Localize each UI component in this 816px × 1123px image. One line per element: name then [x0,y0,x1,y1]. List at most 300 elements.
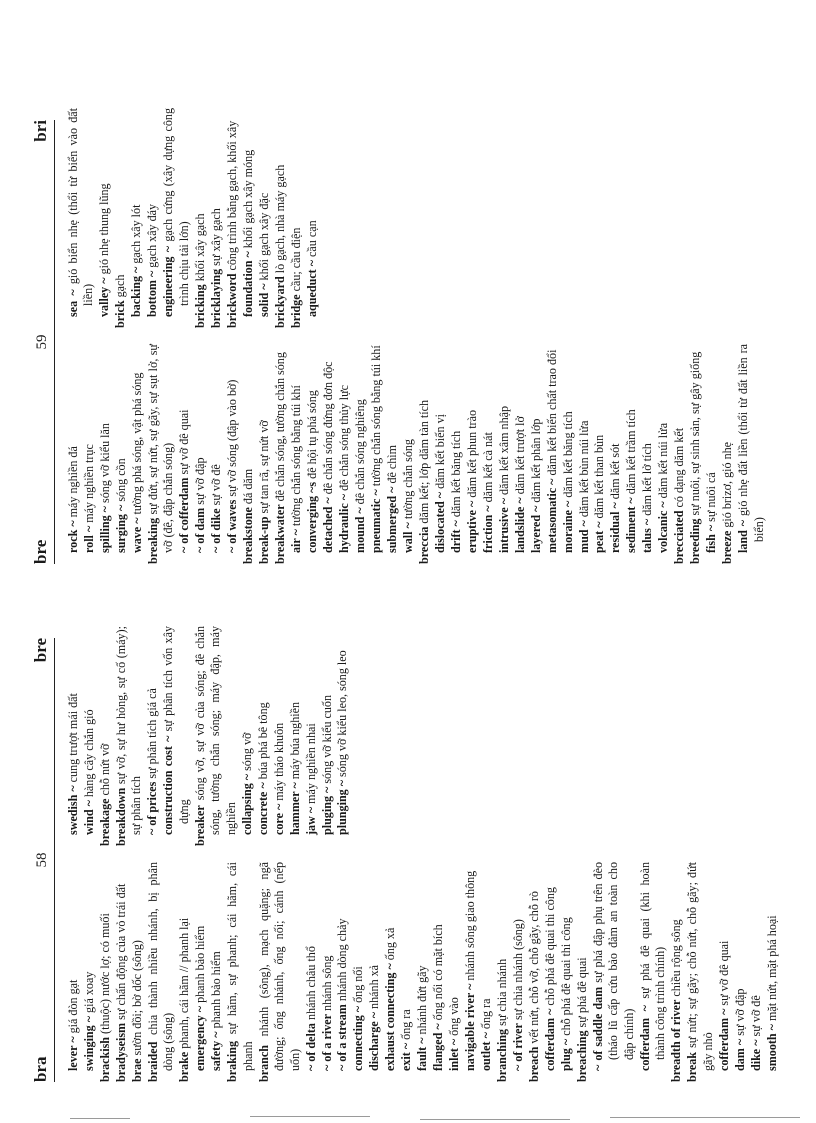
dictionary-entry [529,344,544,564]
entry-definition: sự chấn động của vỏ trái đất [113,883,128,1023]
dictionary-entry [304,862,319,1082]
entry-headword: ~ of dike [209,508,224,553]
entry-headword: inlet ~ [447,1038,462,1071]
dictionary-entry [98,344,113,564]
entry-headword: connecting ~ [351,1005,366,1071]
entry-headword: swedish ~ [66,785,80,835]
dictionary-entry [257,344,272,564]
entry-definition: nhánh (sông), mạch quặng; ngã đường; ống nhánh, ống nối; cánh (nếp uốn) [256,862,302,1071]
dictionary-entry [685,862,716,1082]
entry-headword: cofferdam ~ [716,1008,731,1071]
dictionary-entry [177,862,192,1082]
entry-headword: ~ of prices [145,781,160,835]
dictionary-entry [351,862,366,1082]
entry-definition: chỗ phá đê quai thi công [559,917,574,1039]
entry-headword: safety ~ [209,1031,224,1071]
entry-headword: bricking [192,284,207,328]
entry-headword: outlet ~ [479,1032,494,1071]
page-number: 58 [34,852,50,868]
entry-definition: sự vỡ, sự hư hỏng, sự cố (máy); sự phân tích [113,626,144,835]
dictionary-entry [656,344,671,564]
dictionary-entry [193,108,208,328]
entry-definition: đê chắn sóng thủy lực [336,384,351,494]
entry-headword: bricklaying [208,268,223,328]
entry-definition: gạch cứng (xây dựng công trình chịu tải lớn) [161,107,191,306]
entry-definition: sự vỡ đê [748,995,763,1040]
entry-definition: tường phá sóng, vật phá sóng [129,372,144,518]
entry-headword: ~ of saddle dam [590,986,605,1071]
dictionary-entry [591,862,637,1082]
entry-definition: máy búa nghiền [287,701,302,783]
entry-definition: mặt nứt, mặt phá hoại [764,915,779,1025]
dictionary-entry [399,862,414,1082]
entry-headword: cofferdam ~ [543,1008,558,1071]
entry-definition: dăm kết phân lớp [528,418,543,506]
entry-definition: giá đòn gạt [66,979,80,1037]
entry-definition: gió nhẹ đất liền (thổi từ đất liền ra biển) [736,344,766,542]
entry-definition: nhánh sông giao thông [463,870,478,984]
entry-headword: breaching [575,1030,589,1082]
entry-headword: land ~ [736,519,751,553]
dictionary-entry [736,344,767,564]
entry-headword: breeding [688,518,703,564]
entry-headword: breaker [192,805,207,846]
dictionary-entry [288,626,303,846]
dictionary-entry [225,108,240,328]
entry-definition: gió biển nhẹ (thổi từ biển vào đất liền) [66,108,96,306]
entry-definition: khối gạch xây đặc [256,192,271,284]
entry-headword: navigable river ~ [463,983,478,1071]
dictionary-entry [704,344,719,564]
entry-definition: phanh, cái hãm // phanh lại [177,917,192,1052]
entry-definition: nhánh xả [367,964,382,1012]
guide-word-first: bre [31,539,50,564]
entry-definition: dăm kết phun trào [464,410,479,501]
dictionary-entry [145,108,160,328]
dictionary-entry [289,108,304,328]
dictionary-entry [479,862,494,1082]
dictionary-entry [66,862,81,1082]
entry-headword: residual ~ [608,502,623,553]
entry-definition: sóng vỡ kiểu cuốn [319,694,334,787]
entry-headword: friction ~ [480,505,495,553]
entry-headword: break-up [257,516,272,564]
entry-definition: dăm kết sót [608,443,623,503]
dictionary-entry [257,862,303,1082]
entry-definition: dăm kết than bùn [592,434,607,522]
entry-definition: sự đứt, sự nứt, sự gãy, sự sụt lở, sự vỡ (đê, đập chắn sóng) [145,344,176,553]
entry-definition: dăm kết biến vị [432,414,447,492]
entry-definition: lò gạch, nhà máy gạch [272,164,287,277]
entry-headword: bradyseism [113,1022,128,1082]
dictionary-entry [669,862,684,1082]
entry-definition: cầu cạn [304,220,319,260]
dictionary-entry [193,344,208,564]
dictionary-entry [161,108,192,328]
entry-headword: collapsing ~ [239,773,254,835]
dictionary-entry [146,344,177,564]
dictionary-entry [145,626,160,846]
dictionary-entry [513,344,528,564]
entry-headword: foundation ~ [240,251,255,317]
dictionary-entry [624,344,639,564]
dictionary-entry [447,862,462,1082]
entry-definition: sự vỡ sóng (đập vào bờ) [225,379,240,500]
left-page-entries [66,626,794,1082]
entry-definition: công trình bằng gạch, khối xây [224,120,239,274]
entry-definition: sóng vỡ [239,732,254,774]
entry-headword: dike ~ [748,1039,763,1071]
entry-headword: valley ~ [97,277,112,317]
entry-definition: sự nứt; sự gãy; chỗ nứt, chỗ gãy; đứt gãy nhỏ [685,862,715,1071]
entry-headword: cofferdam ~ [637,1005,652,1071]
dictionary-entry [592,344,607,564]
dictionary-entry [527,862,542,1082]
entry-headword: rock ~ [66,520,80,553]
dictionary-entry [82,626,97,846]
dictionary-entry [543,862,558,1082]
entry-definition: dăm kết cà nát [480,432,495,506]
dictionary-entry [577,344,592,564]
dictionary-entry [481,344,496,564]
entry-headword: smooth ~ [764,1024,779,1071]
entry-definition: sóng vỡ kiểu leo, sóng leo [335,650,350,780]
dictionary-entry [385,344,400,564]
entry-headword: breccia [416,526,431,564]
entry-definition: sự vỡ đê quai [716,940,731,1009]
entry-definition: ống vào [447,997,462,1039]
dictionary-entry [272,626,287,846]
dictionary-entry [369,344,384,564]
entry-headword: ~ of river [511,1023,526,1071]
entry-headword: surging ~ [113,504,128,553]
entry-headword: converging ~s [305,481,320,553]
entry-definition: đê chắn sóng, tường chắn sóng [273,352,288,505]
dictionary-entry [177,344,192,564]
dictionary-entry [241,108,256,328]
entry-definition: sự vỡ đập [732,988,747,1039]
entry-definition: búa phá bê tông [255,702,270,783]
dictionary-entry [225,862,256,1082]
entry-definition: tường chắn sóng bằng túi khí [289,385,304,530]
entry-definition: đê hội tụ phá sóng [305,390,320,482]
entry-definition: giá xoay [81,971,96,1016]
entry-headword: pneumatic ~ [368,489,383,553]
entry-definition: tường chắn sóng [400,439,415,523]
page-number: 59 [34,334,50,350]
dictionary-entry [608,344,623,564]
dictionary-entry [575,862,590,1082]
entry-definition: sự phân tích vốn xây dựng [161,625,191,824]
dictionary-entry [209,108,224,328]
entry-headword: flanged ~ [431,1023,446,1071]
dictionary-entry [304,626,319,846]
right-running-head [28,120,55,564]
entry-definition: dăm kết biến chất trao đổi [544,349,559,479]
entry-definition: dăm kết trầm tích [624,409,639,498]
entry-headword: brick [113,300,128,328]
entry-headword: ~ of delta [303,1023,318,1071]
entry-headword: brae [129,1058,144,1082]
dictionary-entry [161,626,192,846]
dictionary-entry [320,862,335,1082]
dictionary-entry [114,862,129,1082]
entry-headword: backing ~ [129,266,144,317]
entry-headword: wind ~ [81,800,96,835]
entry-definition: đê chắn sóng nghiêng [352,399,367,508]
entry-headword: core ~ [271,803,286,835]
entry-headword: wave ~ [129,517,144,553]
entry-headword: mud ~ [576,520,591,553]
entry-headword: eruptive ~ [464,500,479,553]
dictionary-spread [8,0,816,1104]
entry-definition: sóng cồn [113,458,128,505]
dictionary-entry [495,862,510,1082]
entry-headword: solid ~ [256,283,271,317]
entry-headword: braided [145,1041,160,1082]
dictionary-entry [433,344,448,564]
entry-headword: hammer ~ [287,782,302,835]
dictionary-entry [431,862,446,1082]
dictionary-entry [335,626,350,846]
dictionary-entry [305,344,320,564]
entry-headword: ~ of waves [225,499,240,553]
entry-definition: ống xả [383,927,398,964]
dictionary-entry [114,344,129,564]
entry-definition: đê chìm [384,444,399,487]
dictionary-entry [511,862,526,1082]
entry-definition: gạch xây lót [129,204,144,267]
entry-definition: dăm kết núi lửa [656,422,671,502]
entry-headword: brecciated [672,510,687,564]
entry-definition: sự vỡ đê [209,464,224,509]
entry-definition: sự vỡ đê quai [177,409,192,478]
entry-definition: cung trượt mái đất [66,693,80,786]
entry-headword: breakstone [241,507,256,564]
entry-headword: breaking [145,517,160,564]
dictionary-entry [130,862,145,1082]
entry-definition: tường chắn sóng bằng túi khí [368,345,383,490]
entry-definition: cầu; cầu điện [288,227,303,295]
dictionary-entry [66,344,81,564]
entry-headword: detached ~ [321,497,335,553]
entry-definition: gió brizơ, gió nhẹ [720,441,735,531]
dictionary-entry [720,344,735,564]
right-page [16,98,804,586]
dictionary-entry [672,344,687,564]
entry-definition: sự chia nhánh [495,958,510,1029]
entry-headword: dam ~ [732,1038,747,1071]
dictionary-entry [225,344,240,564]
entry-headword: emergency ~ [193,1005,208,1071]
entry-definition: nhánh dòng chảy [335,918,350,1005]
entry-headword: plunging ~ [335,779,350,835]
dictionary-entry [129,108,144,328]
dictionary-entry [383,862,398,1082]
entry-headword: brackish [97,1036,112,1082]
entry-definition: ống nối có mặt bích [431,924,446,1024]
entry-headword: moraine ~ [560,500,575,553]
dictionary-entry [257,108,272,328]
entry-definition: sự hãm, sự phanh; cái hãm, cái phanh [225,862,255,1071]
entry-headword: spilling ~ [97,506,112,553]
dictionary-entry [545,344,560,564]
entry-headword: mound ~ [352,507,367,553]
entry-definition: gạch xây đáy [145,203,160,271]
entry-definition: dăm kết băng tích [448,430,463,521]
right-page-entries [66,108,794,564]
dictionary-entry [98,626,113,846]
dictionary-entry [559,862,574,1082]
entry-definition: dăm kết lở tích [640,443,655,519]
entry-headword: aqueduct ~ [304,259,319,317]
entry-headword: break [685,1051,700,1082]
entry-definition: đê chắn sóng đứng đơn độc [321,361,335,498]
entry-headword: air ~ [289,529,304,553]
entry-headword: fault ~ [415,1037,430,1071]
dictionary-entry [415,862,430,1082]
dictionary-entry [97,108,112,328]
dictionary-entry [497,344,512,564]
entry-headword: brickyard [272,276,287,328]
entry-definition: chỗ phá đê quai thi công [543,887,558,1009]
entry-headword: braking [225,1041,240,1082]
dictionary-entry [640,344,655,564]
entry-headword: talus ~ [640,518,655,553]
dictionary-entry [193,626,239,846]
dictionary-entry [305,108,320,328]
entry-headword: intrusive ~ [496,497,511,553]
entry-definition: chiều rộng sông [669,919,684,1000]
entry-definition: sự phá đập phụ trên đèo (tháo lũ cấp cứu bảo đảm an toàn cho đập chính) [590,862,636,1060]
dictionary-entry [733,862,748,1082]
dictionary-entry [146,862,177,1082]
entry-definition: phanh bảo hiểm [193,925,208,1006]
entry-definition: khối gạch xây móng [240,149,255,252]
guide-word-last: bri [31,120,50,142]
dictionary-entry [417,344,432,564]
entry-headword: construction cost ~ [161,735,176,835]
entry-definition: hàng cây chắn gió [81,709,96,801]
entry-definition: sự phân tích giá cả [145,688,160,782]
entry-headword: volcanic ~ [656,501,671,553]
dictionary-entry [688,344,703,564]
entry-headword: ~ of a river [319,1014,334,1071]
entry-definition: đá dăm [241,468,256,508]
entry-definition: sóng vỡ kiểu lăn [97,423,112,507]
entry-headword: hydraulic ~ [336,493,351,553]
left-running-head [28,638,55,1082]
entry-definition: sự xây gạch [208,208,223,269]
entry-headword: breach [527,1046,542,1082]
entry-definition: nhánh sông [319,955,334,1014]
entry-headword: brickword [224,273,239,328]
entry-definition: sự nuôi, sự sinh sản, sự gây giống [688,351,703,519]
entry-definition: máy nghiền nhai [303,723,318,807]
entry-definition: máy nghiền trục [81,444,96,526]
dictionary-entry [367,862,382,1082]
dictionary-entry [209,862,224,1082]
entry-headword: submerged ~ [384,486,399,553]
dictionary-entry [240,626,255,846]
entry-headword: branching [495,1028,510,1082]
entry-definition: dăm kết xâm nhập [496,405,511,498]
entry-definition: dăm kết; lớp dăm tàn tích [416,399,431,527]
dictionary-entry [320,626,335,846]
entry-definition: gạch [113,274,128,301]
entry-headword: breeze [720,530,735,564]
entry-definition: máy tháo khuôn [271,722,286,804]
entry-headword: layered ~ [528,505,543,553]
entry-definition: dăm kết bùn núi lửa [576,420,591,521]
entry-definition: có dạng dăm kết [672,427,687,511]
dictionary-entry [289,344,304,564]
entry-headword: sediment ~ [624,497,639,553]
dictionary-entry [256,626,271,846]
entry-headword: swinging ~ [81,1015,96,1071]
entry-definition: máy nghiền đá [66,446,80,521]
entry-definition: ống nối [351,966,366,1006]
dictionary-entry [449,344,464,564]
entry-definition: chỗ nứt vỡ [97,743,112,799]
dictionary-entry [638,862,669,1082]
entry-headword: breakdown [113,787,128,846]
dictionary-entry [765,862,780,1082]
dictionary-entry [717,862,732,1082]
dictionary-entry [82,344,97,564]
dictionary-entry [561,344,576,564]
entry-definition: phanh bảo hiểm [209,951,224,1032]
entry-headword: discharge ~ [367,1011,382,1071]
entry-headword: branch [256,1045,271,1082]
entry-headword: bridge [288,294,303,328]
entry-definition: dăm kết băng tích [560,411,575,501]
entry-headword: ~ of a stream [335,1004,350,1071]
entry-headword: breakage [97,798,112,846]
dictionary-entry [749,862,764,1082]
entry-definition: chia thành nhiều nhánh, bị phân dòng (sông) [145,862,176,1071]
entry-headword: ~ of dam [193,507,208,553]
entry-definition: sự chia nhánh (sông) [511,919,526,1024]
dictionary-entry [241,344,256,564]
entry-headword: dislocated ~ [432,491,447,553]
entry-headword: jaw ~ [303,806,318,835]
entry-definition: vết nứt, chỗ vỡ, chỗ gãy, chỗ rò [527,891,542,1047]
entry-definition: sự phá đê quai [575,957,589,1031]
entry-headword: fish ~ [704,524,719,553]
entry-headword: wall ~ [400,522,415,553]
dictionary-entry [273,108,288,328]
dictionary-entry [66,108,97,328]
entry-headword: exit ~ [399,1042,414,1071]
entry-headword: roll ~ [81,525,96,553]
entry-definition: ống ra [479,998,494,1033]
entry-headword: concrete ~ [255,782,270,835]
entry-definition: sự vỡ đập [193,457,208,508]
entry-definition: sườn đồi; bờ dốc (sông) [129,940,144,1059]
entry-headword: exhaust connecting ~ [383,963,398,1071]
entry-definition: (thuộc) nước lợ; có muối [97,913,112,1037]
entry-definition: gió nhẹ thung lũng [97,183,112,278]
entry-definition: sự nuôi cá [704,472,719,525]
entry-headword: ~ of cofferdam [177,477,192,553]
entry-definition: sự tan rã, sự nứt vỡ [257,420,272,517]
dictionary-entry [209,344,224,564]
dictionary-entry [98,862,113,1082]
left-page [16,616,804,1104]
dictionary-entry [273,344,288,564]
entry-headword: plug ~ [559,1038,574,1071]
